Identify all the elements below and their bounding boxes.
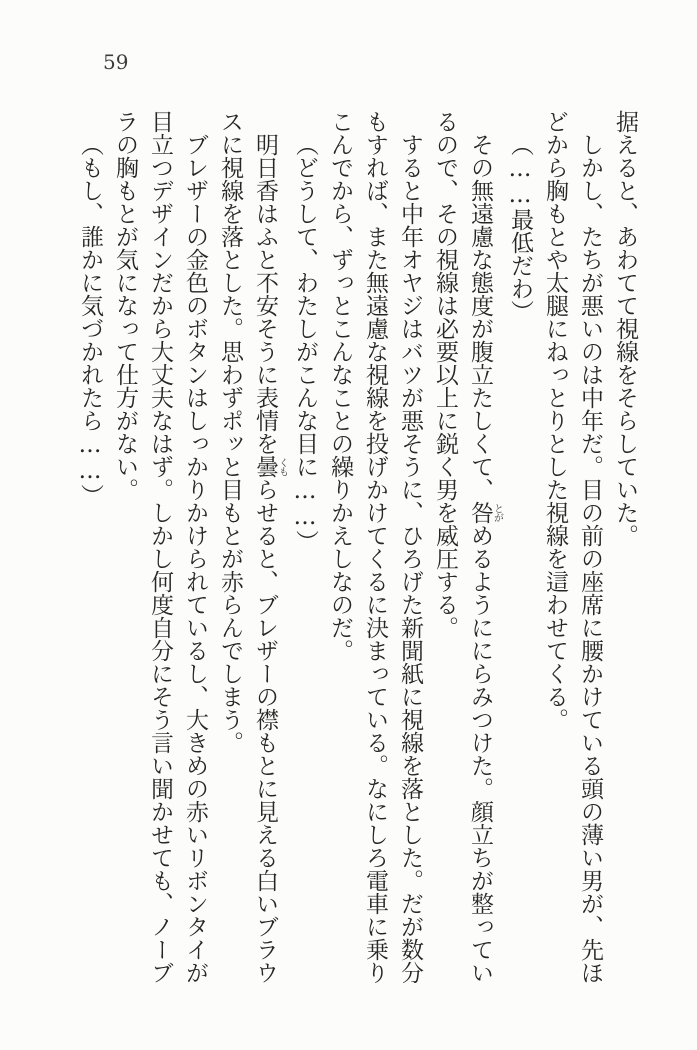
paragraph: ブレザーの金色のボタンはしっかりかけられているし、大きめの赤いリボンタイが目立つデザインだから大丈夫なはず。しかし何度自分にそう言い聞かせても、ノーブラの胸もとが気になって仕方がない。	[112, 110, 208, 984]
page-number: 59	[103, 50, 129, 74]
paragraph: （……最低だわ）	[507, 133, 533, 323]
paragraph: しかし、たちが悪いのは中年だ。目の前の座席に腰かけている頭の薄い男が、先ほどから胸もとや太腿にねっとりとした視線を這わせてくる。	[542, 110, 603, 984]
paragraph: （どうして、わたしがこんな目に……）	[292, 133, 318, 553]
furigana-ruby: 曇くも	[252, 455, 288, 478]
paragraph: 明日香はふと不安そうに表情を曇くもらせると、ブレザーの襟もとに見える白いブラウスに視線を落とした。思わずポッと目もとが赤らんでしまう。	[217, 110, 288, 984]
page-text	[72, 110, 642, 988]
paragraph: その無遠慮な態度が腹立たしくて、咎とがめるようににらみつけた。顔立ちが整っているので、その視線は必要以上に鋭く男を威圧する。	[432, 110, 503, 984]
paragraph: （もし、誰かに気づかれたら……）	[77, 133, 103, 507]
furigana-ruby: 咎とが	[467, 501, 503, 524]
paragraph: 据えると、あわてて視線をそらしていた。	[612, 110, 638, 547]
paragraph: すると中年オヤジはバツが悪そうに、ひろげた新聞紙に視線を落とした。だが数分もすれば、また無遠慮な視線を投げかけてくるに決まっている。なにしろ電車に乗りこんでから、ずっとこんなことの繰りかえしなのだ。	[327, 110, 423, 984]
